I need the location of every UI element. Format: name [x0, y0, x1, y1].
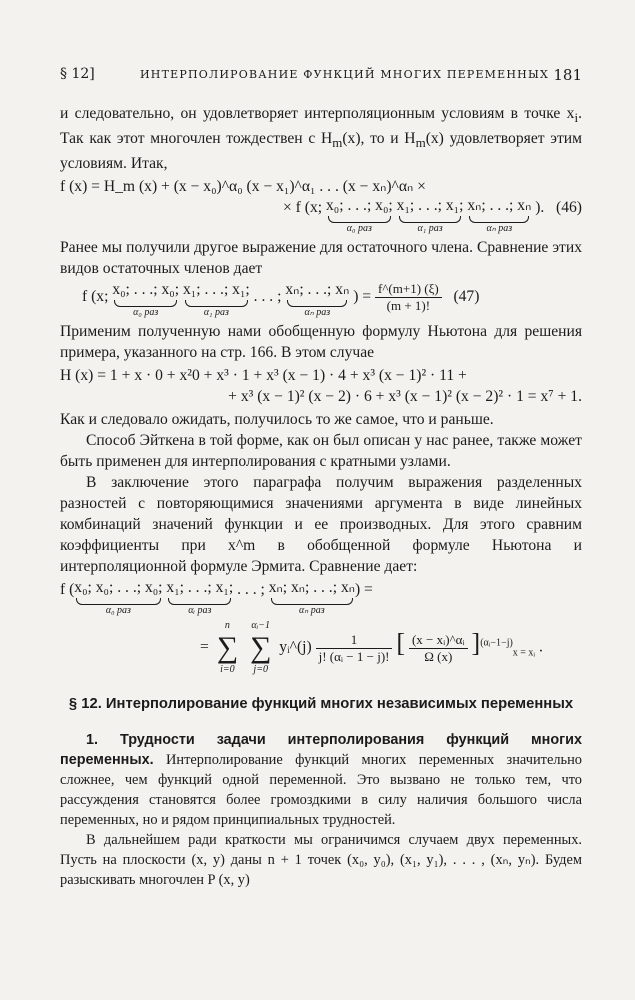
sum-i: n ∑ i=0	[216, 620, 239, 676]
paragraph-2: Ранее мы получили другое выражение для остаточного члена. Сравнение этих видов остаточных членов дает	[60, 239, 582, 278]
section-heading: § 12. Интерполирование функций многих независимых переменных	[68, 696, 574, 713]
equation-46	[60, 176, 582, 235]
underbrace-group: xₙ; . . .; xₙ αₙ раз	[285, 281, 350, 319]
fraction: $\frac{1}{\text{j! (αᵢ − 1 − j)!}}$	[316, 632, 393, 665]
paragraph-7: В дальнейшем ради краткости мы ограничимся случаем двух переменных. Пусть на плоскости (x, y) даны n + 1 точек (x₀, y₀), (x₁, y₁), . . . , (xₙ, yₙ). Будем разыскивать многочлен P (x, y)	[60, 832, 582, 889]
paragraph-1: и следовательно, он удовлетворяет интерполяционным условиям в точке $x_i$. Так как этот многочлен тождествен с $H_m(x)$, то и $H_m(x)$ удовлетворяет этим условиям. Итак,	[60, 105, 582, 173]
header-section: § 12]	[60, 66, 95, 82]
equation-H-line2: + x³ (x − 1)² (x − 2) · 6 + x³ (x − 1)² (x − 2)² · 1 = x⁷ + 1.	[228, 388, 582, 406]
paragraph-6: В заключение этого параграфа получим выражения разделенных разностей с повторяющимися значениями аргумента в виде линейных комбинаций значений функции и ее производных. Для этого сравним коэффициенты при x^m в обобщенной формуле Ньютона и интерполяционной формуле Эрмита. Сравнение дает:	[60, 474, 582, 576]
equation-46-line2: × f (x; x₀; . . .; x₀; α₀ раз x₁; . . .; x₁; α₁ раз xₙ; . . .; xₙ αₙ раз ). (46)	[282, 197, 582, 235]
page-body	[60, 103, 582, 890]
equation-47: f (x; x₀; . . .; x₀; α₀ раз x₁; . . .; x₁; α₁ раз . . . ; xₙ; . . .; xₙ αₙ раз ) = $\frac{f\^{}(m+1) (\xi)}{(m + 1)!}$ (47)	[82, 281, 480, 319]
fraction: $\frac{\text{(x − xᵢ)\textasciicircum{}αᵢ}}{\Omega (x)}$	[409, 632, 468, 665]
fraction: $\frac{f\^{}(m+1) (\xi)}{(m + 1)!}$	[375, 281, 442, 314]
equation-last-line1: f (x₀; x₀; . . .; x₀; α₀ раз x₁; . . .; x₁; αᵢ раз . . . ; xₙ; xₙ; . . .; xₙ αₙ раз ) =	[60, 579, 373, 617]
underbrace-group: x₁; . . .; x₁; αᵢ раз	[166, 579, 234, 617]
subsection-1: 1. Трудности задачи интерполирования функций многих переменных. Интерполирование функций многих переменных значительно сложнее, чем функций одной переменной. Это вызвано не только тем, что рассуждения становятся более громоздкими в силу наличия большого числа переменных, но и рядом принципиальных трудностей.	[60, 732, 582, 829]
equation-last	[60, 579, 582, 677]
equation-number-47: (47)	[453, 288, 480, 306]
underbrace-group: xₙ; . . .; xₙ αₙ раз	[467, 197, 532, 235]
paragraph-5: Способ Эйткена в той форме, как он был описан у нас ранее, также может быть применен для интерполирования с кратными узлами.	[60, 432, 582, 471]
underbrace-group: x₀; x₀; . . .; x₀; α₀ раз	[74, 579, 163, 617]
paragraph-4: Как и следовало ожидать, получилось то же самое, что и раньше.	[60, 411, 494, 429]
equation-H-line1: H (x) = 1 + x · 0 + x²0 + x³ · 1 + x³ (x − 1) · 4 + x³ (x − 1)² · 11 +	[60, 367, 467, 385]
equation-46-line1: f (x) = H_m (x) + (x − x₀)^α₀ (x − x₁)^α₁ . . . (x − xₙ)^αₙ ×	[60, 178, 426, 196]
header-title: ИНТЕРПОЛИРОВАНИЕ ФУНКЦИЙ МНОГИХ ПЕРЕМЕННЫХ	[140, 68, 550, 81]
equation-number-46: (46)	[556, 199, 582, 217]
underbrace-group: x₁; . . .; x₁; α₁ раз	[183, 281, 250, 319]
underbrace-group: x₀; . . .; x₀; α₀ раз	[112, 281, 180, 319]
paragraph-3: Применим полученную нами обобщенную формулу Ньютона для решения примера, указанного на стр. 166. В этом случае	[60, 323, 582, 362]
equation-H	[60, 365, 582, 407]
page-number: 181	[553, 66, 582, 84]
equation-last-line2: = n ∑ i=0 αᵢ−1 ∑ j=0 yᵢ^(j) $\frac{1}{\text{j! (αᵢ − 1 − j)!}}$ [ $\frac{\text{(x − xᵢ)\textasciicircum{}αᵢ}}{\Omega (x)}$ ]$^{(\alpha ᵢ-1-j)}_{x = xᵢ}$ .	[200, 620, 543, 676]
sum-j: αᵢ−1 ∑ j=0	[250, 620, 272, 676]
underbrace-group: x₀; . . .; x₀; α₀ раз	[325, 197, 393, 235]
underbrace-group: x₁; . . .; x₁; α₁ раз	[396, 197, 464, 235]
underbrace-group: xₙ; xₙ; . . .; xₙ αₙ раз	[268, 579, 355, 617]
